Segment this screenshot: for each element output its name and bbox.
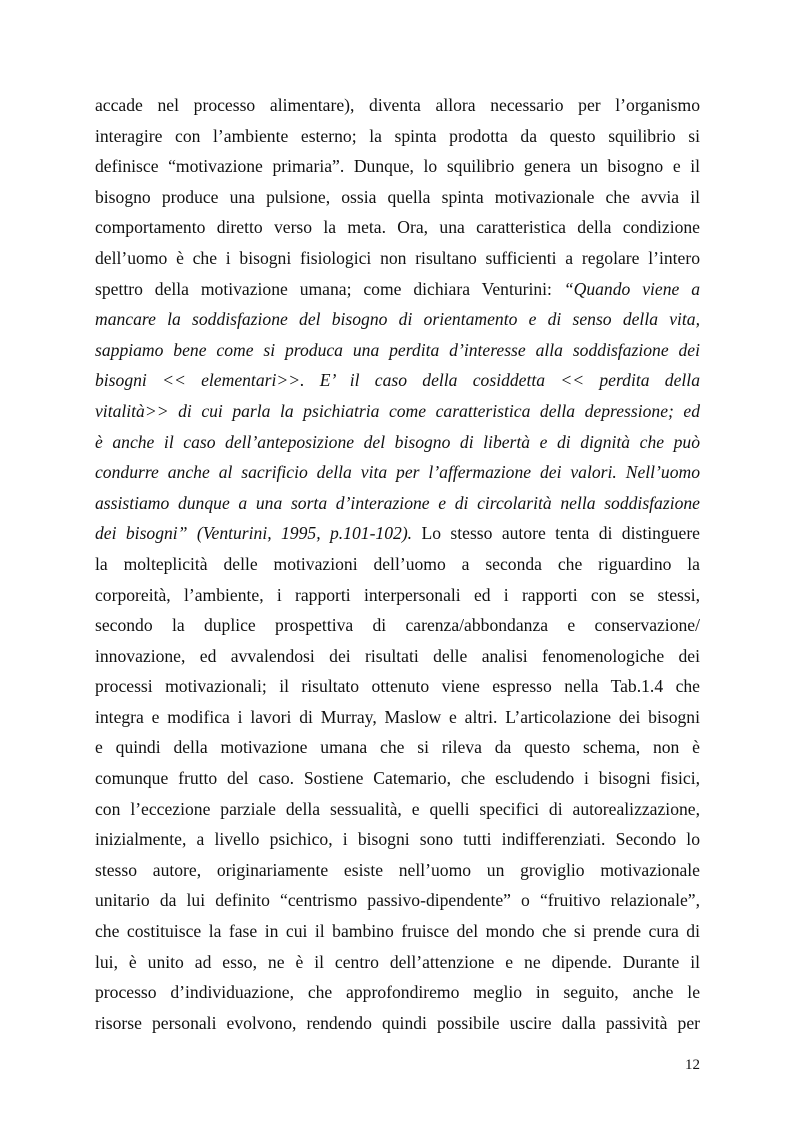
line-text: bisogno produce una pulsione, ossia quella spinta motivazionale che avvia il	[95, 186, 700, 207]
text-line	[95, 488, 700, 519]
line-text: processi motivazionali; il risultato ottenuto viene espresso nella Tab.1.4 che	[95, 676, 700, 697]
line-text: interagire con l’ambiente esterno; la spinta prodotta da questo squilibrio si	[95, 125, 700, 146]
line-text: inizialmente, a livello psichico, i bisogni sono tutti indifferenziati. Secondo lo	[95, 829, 700, 850]
line-text: unitario da lui definito “centrismo passivo-dipendente” o “fruitivo relazionale”,	[95, 890, 700, 911]
text-line	[95, 732, 700, 763]
line-text: risorse personali evolvono, rendendo quindi possibile uscire dalla passività per	[95, 1012, 700, 1033]
text-line	[95, 121, 700, 152]
line-text: integra e modifica i lavori di Murray, Maslow e altri. L’articolazione dei bisogni	[95, 706, 700, 727]
line-text: la molteplicità delle motivazioni dell’uomo a seconda che riguardino la	[95, 553, 700, 574]
text-line	[95, 977, 700, 1008]
text-line	[95, 794, 700, 825]
line-text: che costituisce la fase in cui il bambino fruisce del mondo che si prende cura di	[95, 921, 700, 942]
text-line	[95, 518, 700, 549]
text-line	[95, 947, 700, 978]
text-line	[95, 763, 700, 794]
text-line	[95, 182, 700, 213]
italic-quote-text: bisogni << elementari>>. E’ il caso della cosiddetta << perdita della	[95, 370, 700, 391]
text-line	[95, 212, 700, 243]
italic-quote-text: mancare la soddisfazione del bisogno di orientamento e di senso della vita,	[95, 309, 700, 330]
line-text: processo d’individuazione, che approfondiremo meglio in seguito, anche le	[95, 982, 700, 1003]
text-line	[95, 396, 700, 427]
line-text: innovazione, ed avvalendosi dei risultati delle analisi fenomenologiche dei	[95, 645, 700, 666]
body-text	[95, 90, 700, 1038]
text-line	[95, 151, 700, 182]
text-line	[95, 610, 700, 641]
text-line	[95, 335, 700, 366]
text-line	[95, 916, 700, 947]
text-line	[95, 1008, 700, 1039]
italic-quote-text: assistiamo dunque a una sorta d’interazione e di circolarità nella soddisfazione	[95, 492, 700, 513]
text-line	[95, 90, 700, 121]
text-line	[95, 702, 700, 733]
text-line	[95, 580, 700, 611]
page-number: 12	[685, 1057, 700, 1073]
text-line	[95, 365, 700, 396]
line-text: Lo stesso autore tenta di distinguere	[412, 523, 700, 544]
text-line	[95, 427, 700, 458]
line-text: accade nel processo alimentare), diventa allora necessario per l’organismo	[95, 95, 700, 115]
italic-quote-text: è anche il caso dell’anteposizione del bisogno di libertà e di dignità che può	[95, 431, 700, 452]
text-line	[95, 855, 700, 886]
line-text: corporeità, l’ambiente, i rapporti interpersonali ed i rapporti con se stessi,	[95, 584, 700, 605]
italic-quote-text: vitalità>> di cui parla la psichiatria come caratteristica della depressione; ed	[95, 400, 700, 421]
text-line	[95, 641, 700, 672]
line-text: dell’uomo è che i bisogni fisiologici non risultano sufficienti a regolare l’intero	[95, 247, 700, 268]
line-text: spettro della motivazione umana; come dichiara Venturini:	[95, 278, 564, 299]
line-text: secondo la duplice prospettiva di carenza/abbondanza e conservazione/	[95, 615, 700, 636]
text-line	[95, 549, 700, 580]
text-line	[95, 274, 700, 305]
line-text: lui, è unito ad esso, ne è il centro dell’attenzione e ne dipende. Durante il	[95, 951, 700, 972]
italic-quote-text: condurre anche al sacrificio della vita per l’affermazione dei valori. Nell’uomo	[95, 462, 700, 483]
text-line	[95, 885, 700, 916]
text-line	[95, 304, 700, 335]
line-text: comportamento diretto verso la meta. Ora, una caratteristica della condizione	[95, 217, 700, 238]
text-line	[95, 824, 700, 855]
italic-quote-text: “Quando viene a	[563, 278, 700, 299]
text-line	[95, 457, 700, 488]
line-text: e quindi della motivazione umana che si rileva da questo schema, non è	[95, 737, 700, 758]
line-text: stesso autore, originariamente esiste nell’uomo un groviglio motivazionale	[95, 859, 700, 880]
text-line	[95, 243, 700, 274]
italic-quote-text: dei bisogni” (Venturini, 1995, p.101-102).	[95, 523, 413, 544]
line-text: definisce “motivazione primaria”. Dunque, lo squilibrio genera un bisogno e il	[95, 156, 700, 177]
line-text: con l’eccezione parziale della sessualità, e quelli specifici di autorealizzazione,	[95, 798, 700, 819]
italic-quote-text: sappiamo bene come si produca una perdita d’interesse alla soddisfazione dei	[95, 339, 700, 360]
text-line	[95, 671, 700, 702]
line-text: comunque frutto del caso. Sostiene Catemario, che escludendo i bisogni fisici,	[95, 768, 700, 789]
